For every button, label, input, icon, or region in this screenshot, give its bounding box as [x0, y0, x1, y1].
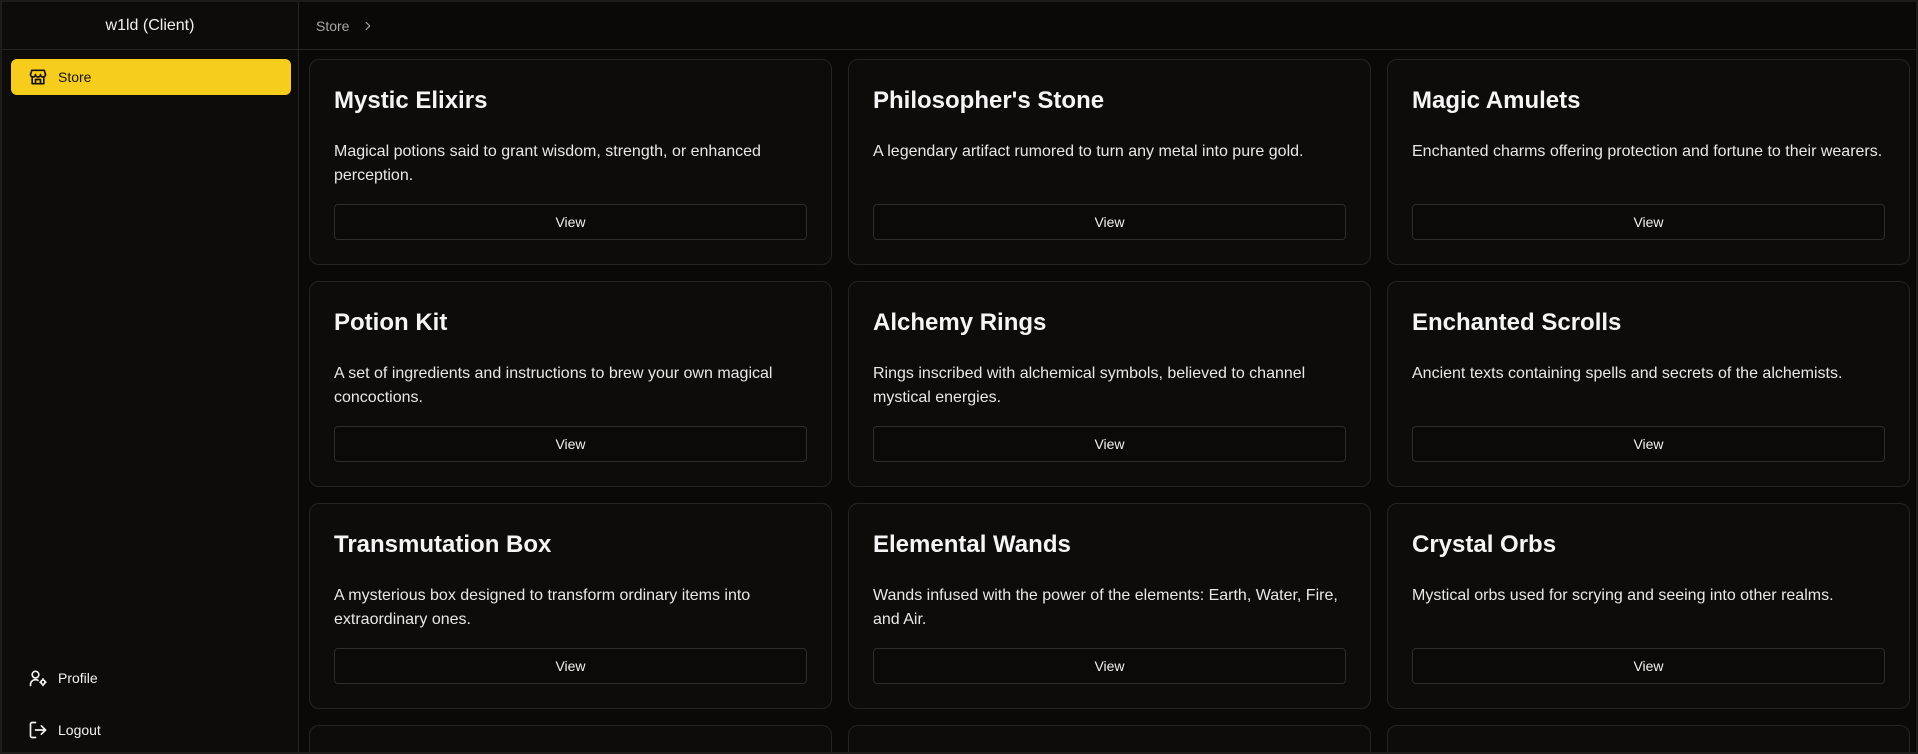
product-description: A mysterious box designed to transform ordinary items into extraordinary ones. — [334, 587, 751, 628]
view-button[interactable]: View — [873, 648, 1346, 684]
view-button[interactable]: View — [873, 204, 1346, 240]
product-title: Transmutation Box — [334, 531, 552, 558]
product-description: A set of ingredients and instructions to brew your own magical concoctions. — [334, 365, 773, 406]
product-description: Wands infused with the power of the elements: Earth, Water, Fire, and Air. — [873, 587, 1338, 628]
view-button[interactable]: View — [1412, 204, 1885, 240]
view-button[interactable]: View — [334, 426, 807, 462]
product-card — [1387, 503, 1910, 709]
product-description: Ancient texts containing spells and secrets of the alchemists. — [1412, 365, 1843, 382]
product-title: Alchemy Rings — [873, 309, 1047, 336]
sidebar — [2, 2, 299, 752]
store-icon — [28, 67, 48, 87]
sidebar-item-store[interactable] — [11, 59, 291, 95]
sidebar-item-logout[interactable] — [11, 712, 291, 748]
product-card — [309, 59, 832, 265]
product-card-partial — [848, 725, 1371, 754]
breadcrumb-item-store[interactable]: Store — [316, 17, 350, 34]
sidebar-item-label: Logout — [58, 722, 101, 738]
product-title: Enchanted Scrolls — [1412, 309, 1622, 336]
sidebar-title: w1ld (Client) — [2, 2, 298, 50]
product-description: Enchanted charms offering protection and fortune to their wearers. — [1412, 143, 1883, 160]
product-title: Potion Kit — [334, 309, 448, 336]
product-title: Mystic Elixirs — [334, 87, 488, 114]
product-title: Magic Amulets — [1412, 87, 1581, 114]
product-card — [309, 503, 832, 709]
sidebar-item-label: Profile — [58, 670, 98, 686]
view-button[interactable]: View — [873, 426, 1346, 462]
product-card-partial — [309, 725, 832, 754]
product-card-partial — [1387, 725, 1910, 754]
product-card — [848, 281, 1371, 487]
user-gear-icon — [28, 668, 48, 688]
product-title: Philosopher's Stone — [873, 87, 1105, 114]
breadcrumb — [299, 2, 1916, 50]
view-button[interactable]: View — [334, 204, 807, 240]
product-description: Mystical orbs used for scrying and seeing into other realms. — [1412, 587, 1834, 604]
view-button[interactable]: View — [334, 648, 807, 684]
product-description: A legendary artifact rumored to turn any metal into pure gold. — [873, 143, 1304, 160]
logout-icon — [28, 720, 48, 740]
sidebar-item-profile[interactable] — [11, 660, 291, 696]
product-description: Magical potions said to grant wisdom, strength, or enhanced perception. — [334, 143, 761, 184]
sidebar-item-label: Store — [58, 69, 92, 85]
view-button[interactable]: View — [1412, 648, 1885, 684]
product-card — [1387, 59, 1910, 265]
product-title: Crystal Orbs — [1412, 531, 1557, 558]
product-description: Rings inscribed with alchemical symbols, believed to channel mystical energies. — [873, 365, 1306, 406]
chevron-right-icon — [361, 19, 375, 33]
view-button[interactable]: View — [1412, 426, 1885, 462]
product-card — [848, 503, 1371, 709]
product-card — [848, 59, 1371, 265]
product-card — [1387, 281, 1910, 487]
product-title: Elemental Wands — [873, 531, 1071, 558]
product-card — [309, 281, 832, 487]
